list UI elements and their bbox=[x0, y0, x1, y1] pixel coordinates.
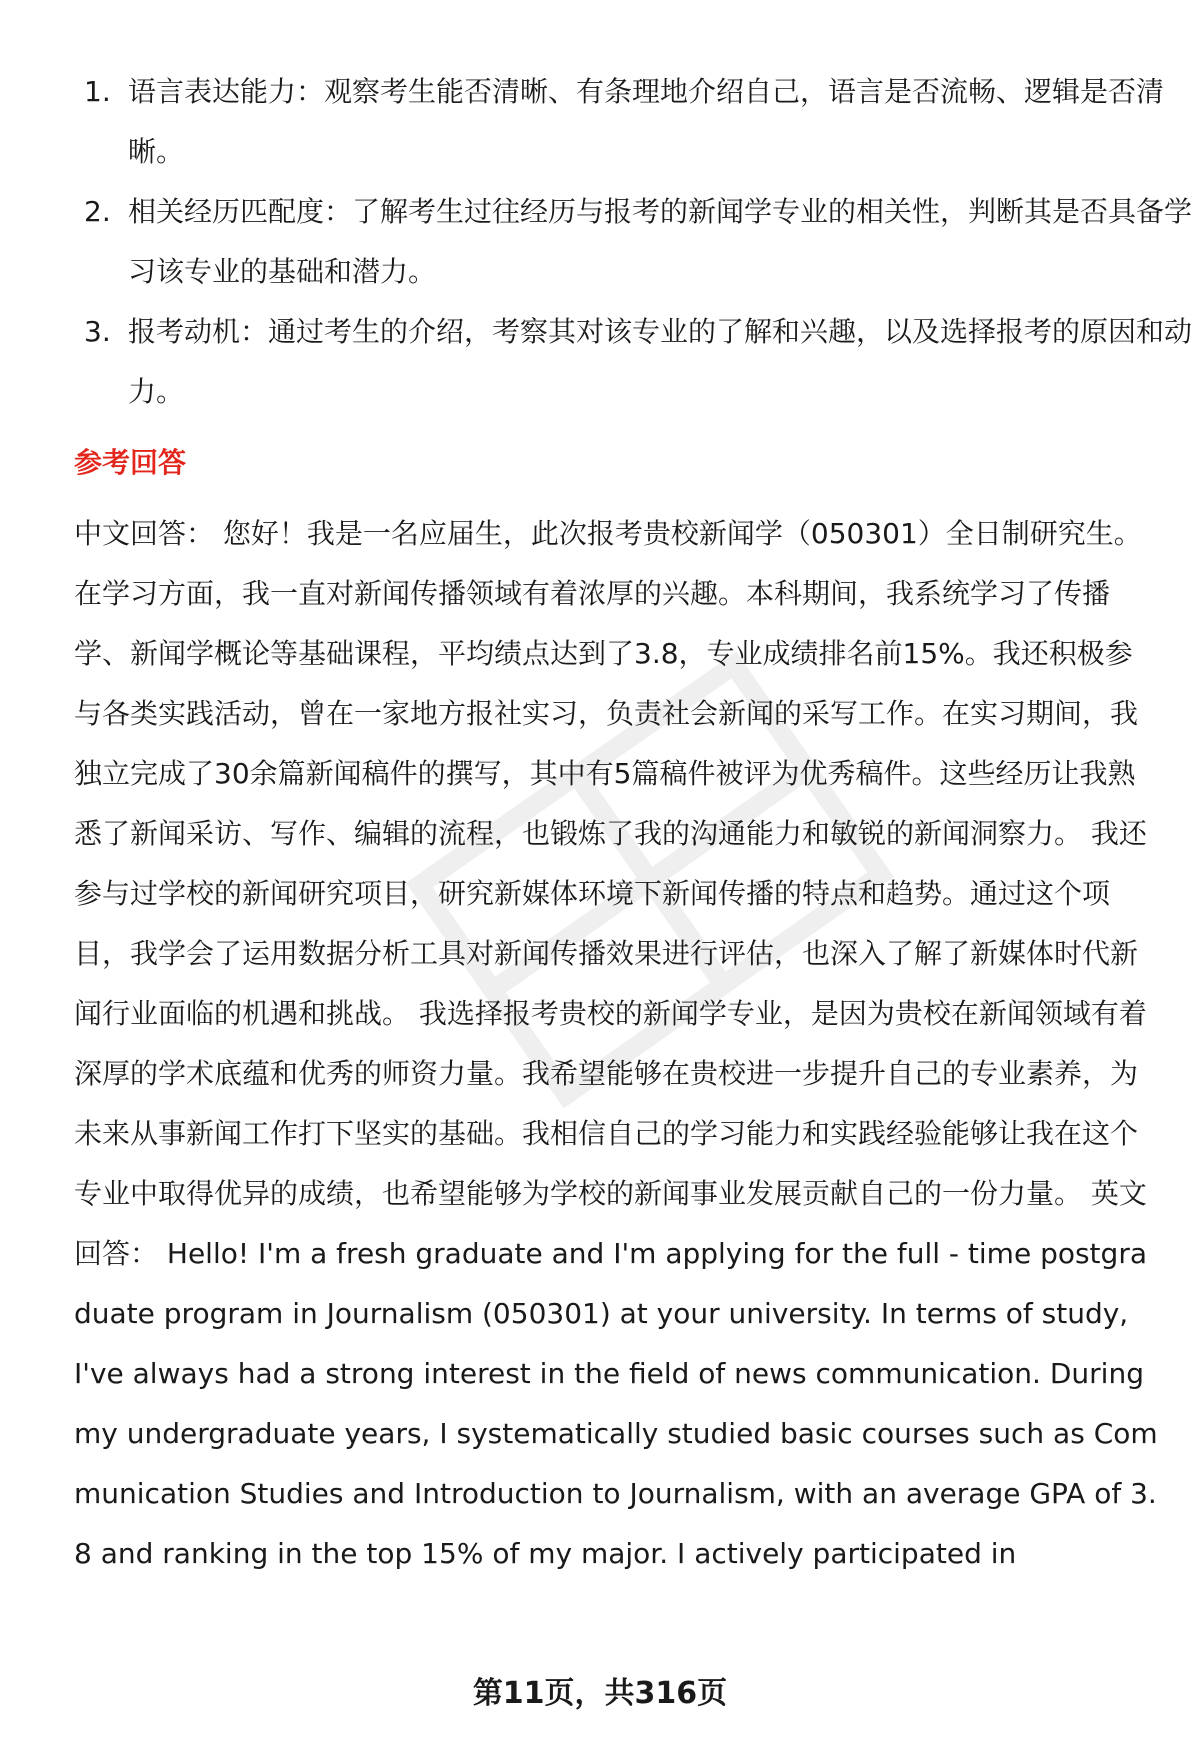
list-item-text: 相关经历匹配度：了解考生过往经历与报考的新闻学专业的相关性，判断其是否具备学习该专业的基础和潜力。 bbox=[128, 195, 1193, 288]
list-item-text: 报考动机：通过考生的介绍，考察其对该专业的了解和兴趣，以及选择报考的原因和动力。 bbox=[128, 315, 1193, 408]
page-content bbox=[74, 62, 1193, 1584]
answer-paragraph: 中文回答： 您好！我是一名应届生，此次报考贵校新闻学（050301）全日制研究生。在学习方面，我一直对新闻传播领域有着浓厚的兴趣。本科期间，我系统学习了传播学、新闻学概论等基础课程，平均绩点达到了3.8，专业成绩排名前15%。我还积极参与各类实践活动，曾在一家地方报社实习，负责社会新闻的采写工作。在实习期间，我独立完成了30余篇新闻稿件的撰写，其中有5篇稿件被评为优秀稿件。这些经历让我熟悉了新闻采访、写作、编辑的流程，也锻炼了我的沟通能力和敏锐的新闻洞察力。 我还参与过学校的新闻研究项目，研究新媒体环境下新闻传播的特点和趋势。通过这个项目，我学会了运用数据分析工具对新闻传播效果进行评估，也深入了解了新媒体时代新闻行业面临的机遇和挑战。 我选择报考贵校的新闻学专业，是因为贵校在新闻领域有着深厚的学术底蕴和优秀的师资力量。我希望能够在贵校进一步提升自己的专业素养，为未来从事新闻工作打下坚实的基础。我相信自己的学习能力和实践经验能够让我在这个专业中取得优异的成绩，也希望能够为学校的新闻事业发展贡献自己的一份力量。 英文回答： Hello! I'm a fresh graduate and I'm applying for the full - time postgraduate program in Journalism (050301) at your university. In terms of study, I've always had a strong interest in the field of news communication. During my undergraduate years, I systematically studied basic courses such as Communication Studies and Introduction to Journalism, with an average GPA of 3.8 and ranking in the top 15% of my major. I actively participated in bbox=[74, 517, 1158, 1570]
list-number: 2. bbox=[84, 195, 111, 228]
page-number-footer: 第11页，共316页 bbox=[472, 1676, 728, 1711]
list-item-text: 语言表达能力：观察考生能否清晰、有条理地介绍自己，语言是否流畅、逻辑是否清晰。 bbox=[128, 75, 1165, 168]
list-number: 1. bbox=[84, 75, 111, 108]
section-title: 参考回答 bbox=[74, 446, 187, 479]
list-item bbox=[74, 182, 1200, 302]
list-item bbox=[74, 302, 1200, 422]
criteria-list bbox=[74, 62, 1193, 422]
list-number: 3. bbox=[84, 315, 111, 348]
list-item bbox=[74, 62, 1200, 182]
